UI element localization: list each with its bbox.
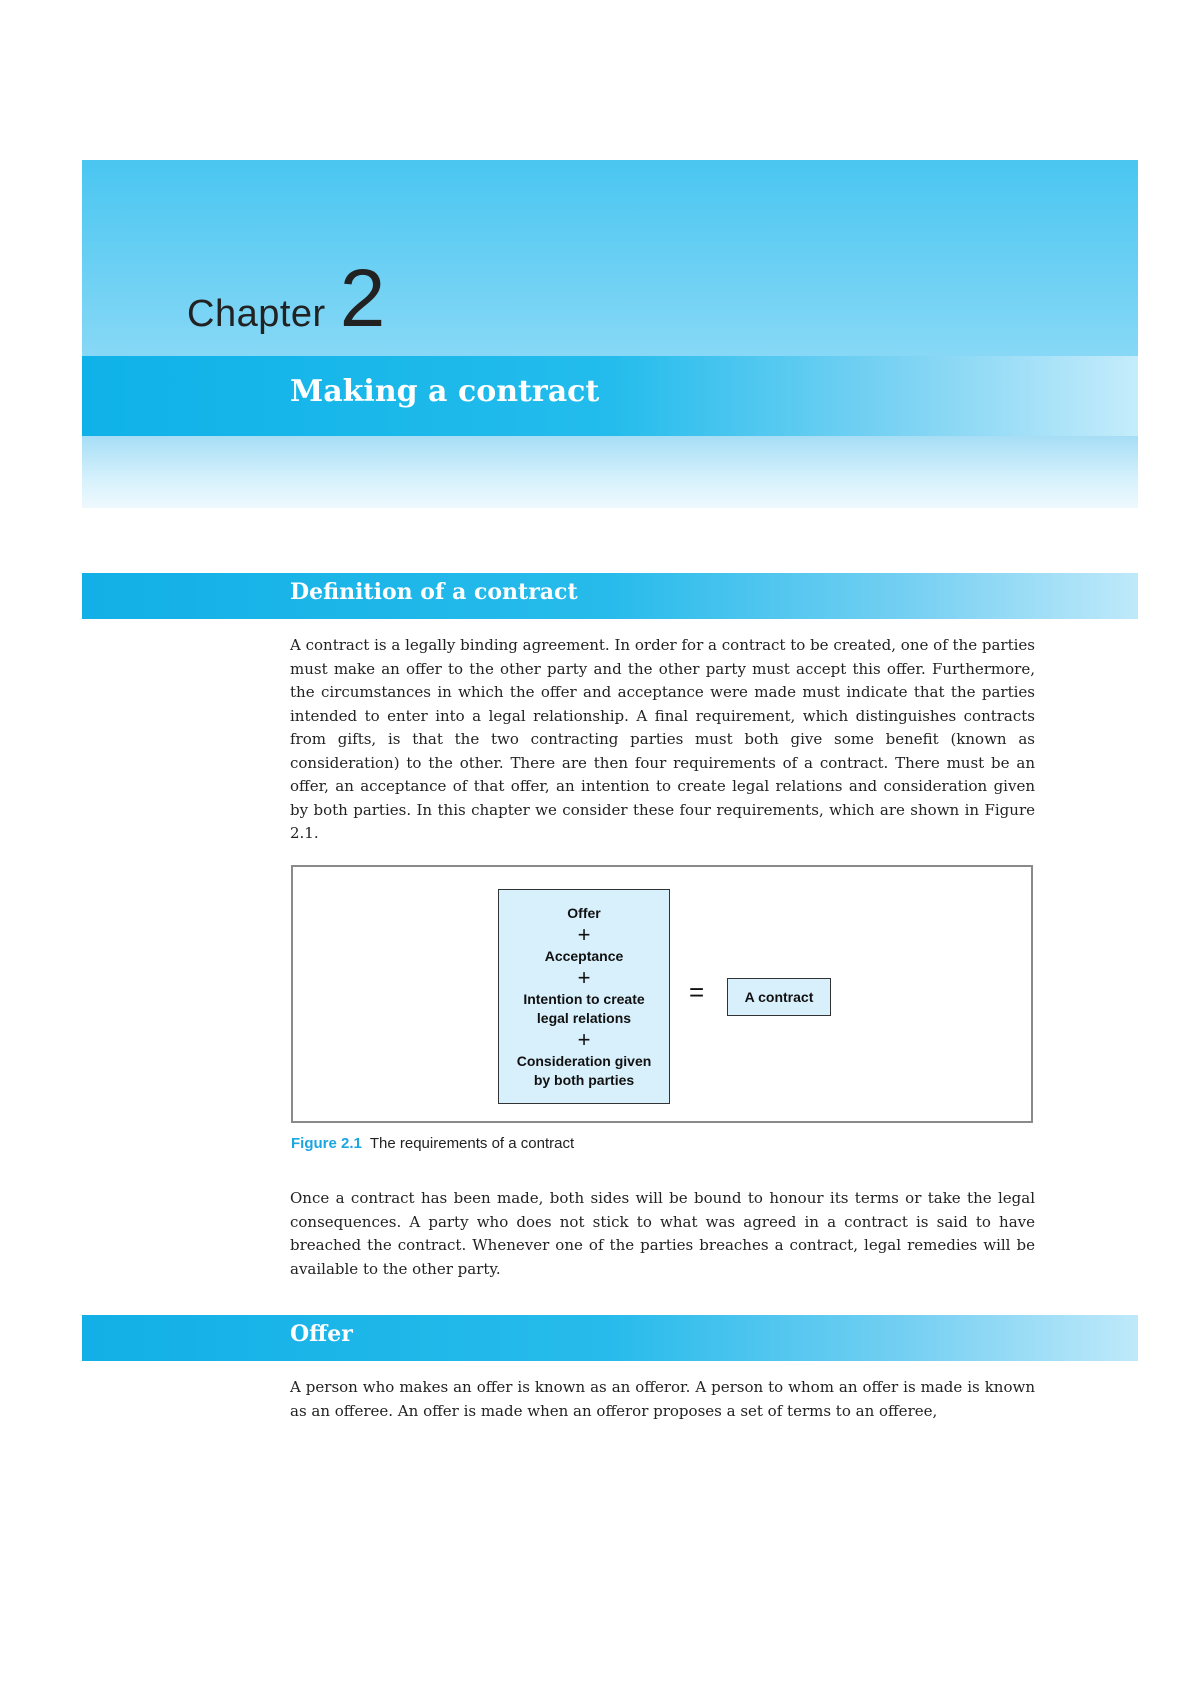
- chapter-number: 2: [339, 253, 386, 344]
- figure-caption-text: The requirements of a contract: [369, 1135, 575, 1152]
- figure-label: Figure 2.1: [291, 1135, 362, 1152]
- chapter-label: [187, 253, 386, 344]
- plus-sign: +: [577, 1026, 591, 1052]
- section-heading-definition: Definition of a contract: [290, 579, 578, 605]
- requirement-intention: Intention to create legal relations: [523, 990, 645, 1026]
- equals-sign: =: [689, 977, 705, 1007]
- requirements-box: [498, 889, 670, 1104]
- chapter-title: Making a contract: [290, 374, 600, 409]
- result-box: A contract: [727, 978, 831, 1016]
- figure-2-1-diagram: [291, 865, 1033, 1123]
- paragraph-remedies: Once a contract has been made, both sides will be bound to honour its terms or take the legal consequences. A party who does not stick to what was agreed in a contract is said to have breached the contract. Whenever one of the parties breaches a contract, legal remedies will be available to the other party.: [290, 1189, 1035, 1278]
- section-heading-band-offer: [82, 1315, 1138, 1361]
- plus-sign: +: [577, 964, 591, 990]
- section-heading-band-definition: [82, 573, 1138, 619]
- requirement-consideration: Consideration given by both parties: [516, 1052, 652, 1088]
- figure-caption: [291, 1135, 574, 1152]
- plus-sign: +: [577, 921, 591, 947]
- section-heading-offer: Offer: [290, 1321, 353, 1347]
- paragraph-offer: A person who makes an offer is known as an offeror. A person to whom an offer is made is known as an offeree. An offer is made when an offeror proposes a set of terms to an offeree,: [290, 1378, 1035, 1420]
- chapter-word: Chapter: [187, 293, 326, 335]
- requirement-acceptance: Acceptance: [544, 947, 624, 964]
- chapter-header: [82, 160, 1138, 508]
- paragraph-definition: A contract is a legally binding agreement. In order for a contract to be created, one of the parties must make an offer to the other party and the other party must accept this offer. Furthermore, the circumstances in which the offer and acceptance were made must indicate that the parties intended to enter into a legal relationship. A final requirement, which distinguishes contracts from gifts, is that the two contracting parties must both give some benefit (known as consideration) to the other. There are then four requirements of a contract. There must be an offer, an acceptance of that offer, an intention to create legal relations and consideration given by both parties. In this chapter we consider these four requirements, which are shown in Figure 2.1.: [290, 636, 1035, 842]
- requirement-offer: Offer: [567, 904, 601, 921]
- header-fade: [82, 436, 1138, 508]
- chapter-title-band: [82, 356, 1138, 436]
